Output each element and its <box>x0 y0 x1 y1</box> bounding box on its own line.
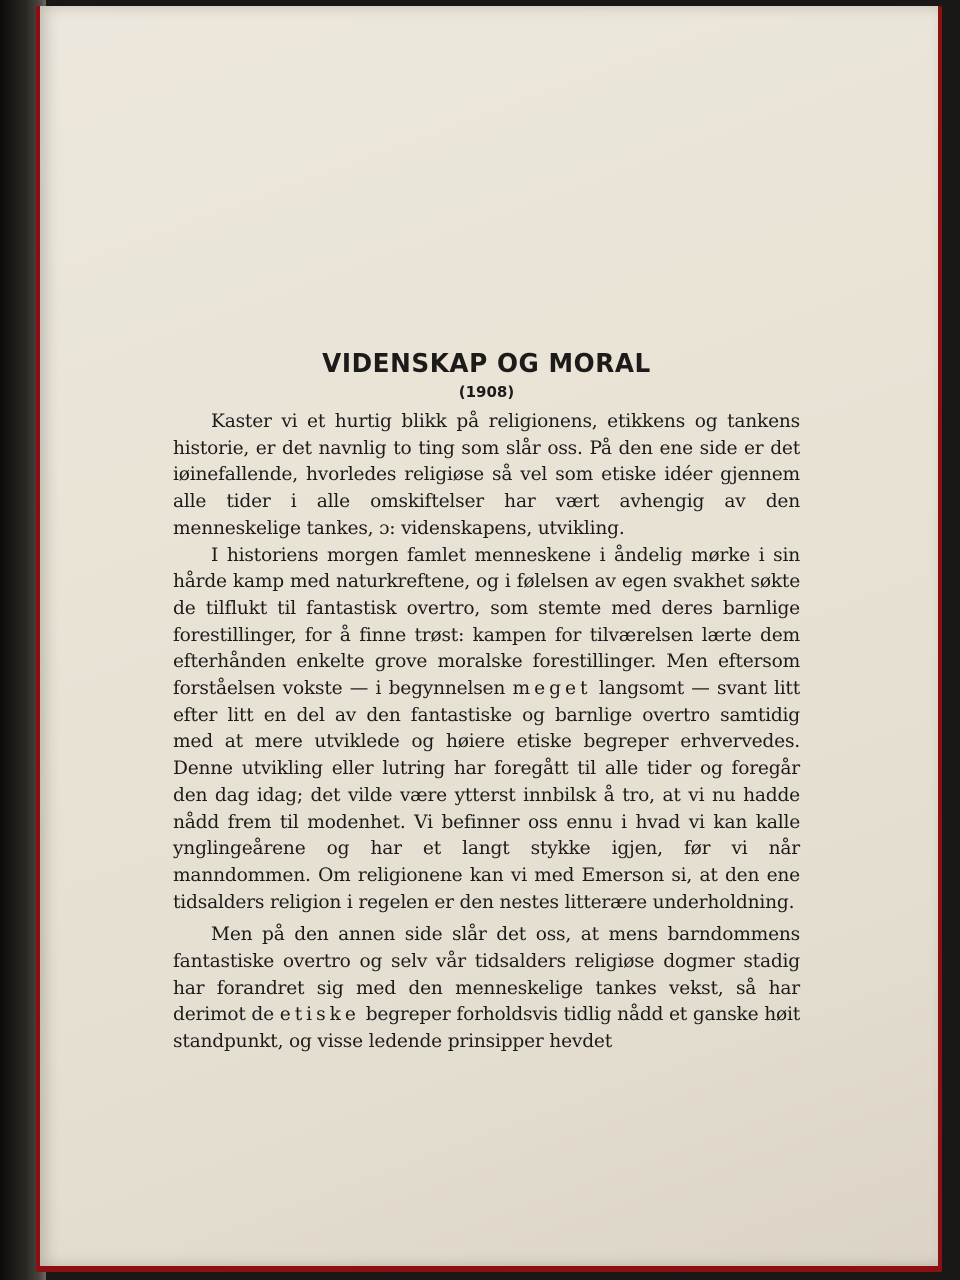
text-block <box>173 349 800 1056</box>
paragraph-2-text-b: langsomt — svant litt efter litt en del av den fantastiske og barnlige overtro samtidig med at mere utviklede og høiere etiske begreper erhvervedes. Denne utvikling eller lutring har foregått til alle tider og foregår den dag idag; det vilde være ytterst innbilsk å tro, at vi nu hadde nådd frem til modenhet. Vi befinner oss ennu i hvad vi kan kalle ynglingeårene og har et langt stykke igjen, før vi når manndommen. Om religionene kan vi med Emerson si, at den ene tidsalders religion i regelen er den nestes litterære underholdning. <box>173 678 800 913</box>
paragraph-3-text-b: begreper forholdsvis tidlig nådd et ganske høit standpunkt, og visse ledende prinsipper hevdet <box>173 1004 800 1053</box>
paragraph-3-text-a: Men på den annen side slår det oss, at mens barndommens fantastiske overtro og selv vår tidsalders religiøse dogmer stadig har forandret sig med den menneskelige tankes vekst, så har derimot de <box>173 924 800 1026</box>
book-page <box>40 6 938 1266</box>
paragraph-3 <box>173 922 800 1056</box>
emphasis-etiske: etiske <box>279 1004 360 1026</box>
paragraph-1: Kaster vi et hurtig blikk på religionens, etikkens og tankens historie, er det navnlig to ting som slår oss. På den ene side er det iøinefallende, hvorledes religiøse så vel som etiske idéer gjennem alle tider i alle omskiftelser har vært avhengig av den menneskelige tankes, ɔ: videnskapens, utvikling. <box>173 411 800 539</box>
chapter-year: (1908) <box>458 383 515 401</box>
paragraph-2 <box>173 543 800 917</box>
emphasis-meget: meget <box>512 678 592 700</box>
paragraph-2-text-a: I historiens morgen famlet menneskene i åndelig mørke i sin hårde kamp med naturkreftene, og i følelsen av egen svakhet søkte de tilflukt til fantastisk overtro, som stemte med deres barnlige forestillinger, for å finne trøst: kampen for tilværelsen lærte dem efterhånden enkelte grove moralske forestillinger. Men eftersom forståelsen vokste — i begynnelsen <box>173 544 800 700</box>
chapter-title: VIDENSKAP OG MORAL <box>322 349 651 379</box>
